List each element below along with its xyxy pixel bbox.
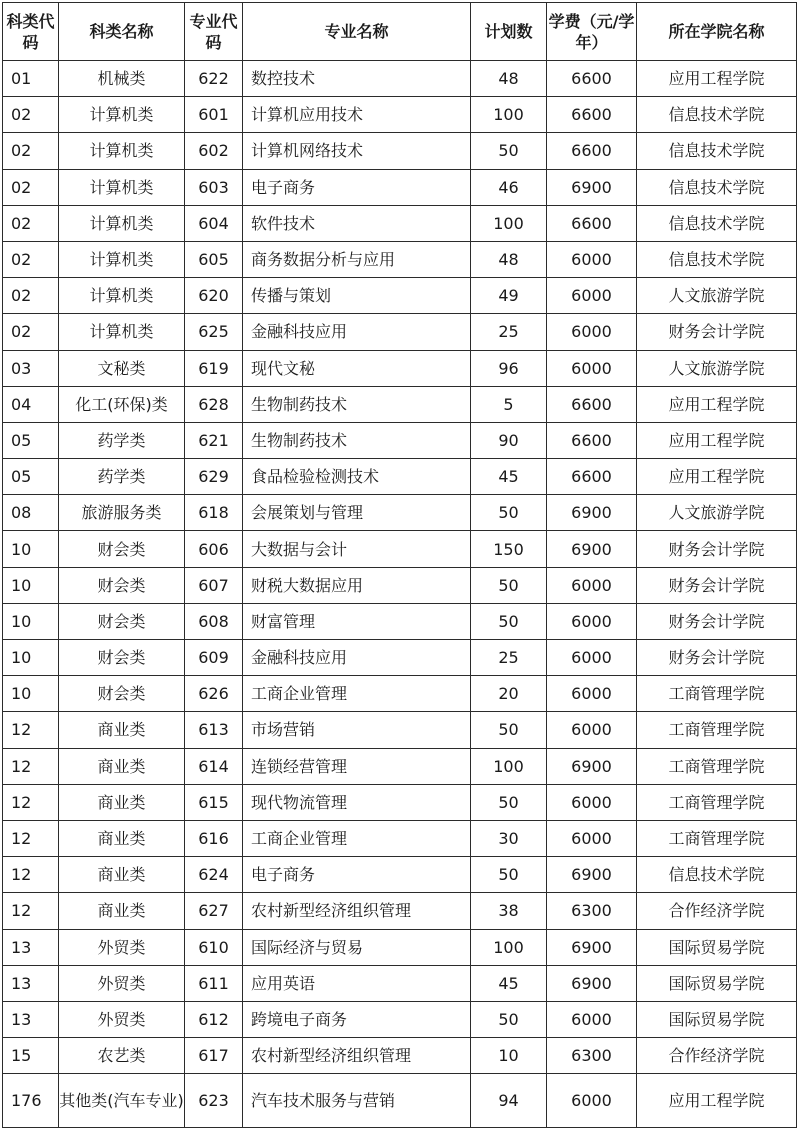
category-name-cell: 商业类 bbox=[59, 820, 185, 856]
category-name-cell: 外贸类 bbox=[59, 965, 185, 1001]
college-cell: 财务会计学院 bbox=[637, 567, 797, 603]
tuition-cell: 6000 bbox=[547, 784, 637, 820]
college-cell: 工商管理学院 bbox=[637, 784, 797, 820]
tuition-cell: 6900 bbox=[547, 748, 637, 784]
tuition-cell: 6300 bbox=[547, 1038, 637, 1074]
category-name-cell: 财会类 bbox=[59, 603, 185, 639]
table-row bbox=[3, 97, 797, 133]
table-row bbox=[3, 567, 797, 603]
plan-count-cell: 25 bbox=[471, 640, 547, 676]
category-name-cell: 财会类 bbox=[59, 531, 185, 567]
college-cell: 财务会计学院 bbox=[637, 603, 797, 639]
category-name-cell: 文秘类 bbox=[59, 350, 185, 386]
tuition-cell: 6600 bbox=[547, 97, 637, 133]
category-code-cell: 12 bbox=[3, 748, 59, 784]
table-row bbox=[3, 531, 797, 567]
tuition-cell: 6900 bbox=[547, 965, 637, 1001]
plan-count-cell: 96 bbox=[471, 350, 547, 386]
category-name-cell: 财会类 bbox=[59, 567, 185, 603]
college-cell: 工商管理学院 bbox=[637, 748, 797, 784]
college-cell: 国际贸易学院 bbox=[637, 965, 797, 1001]
plan-count-cell: 90 bbox=[471, 422, 547, 458]
major-code-cell: 614 bbox=[185, 748, 243, 784]
major-name-cell: 汽车技术服务与营销 bbox=[243, 1074, 471, 1128]
category-code-cell: 12 bbox=[3, 784, 59, 820]
tuition-cell: 6000 bbox=[547, 1001, 637, 1037]
major-name-cell: 金融科技应用 bbox=[243, 314, 471, 350]
tuition-cell: 6600 bbox=[547, 205, 637, 241]
major-name-cell: 财富管理 bbox=[243, 603, 471, 639]
tuition-cell: 6000 bbox=[547, 712, 637, 748]
category-name-cell: 外贸类 bbox=[59, 929, 185, 965]
table-row bbox=[3, 386, 797, 422]
category-code-cell: 15 bbox=[3, 1038, 59, 1074]
category-code-cell: 10 bbox=[3, 603, 59, 639]
category-name-cell: 计算机类 bbox=[59, 205, 185, 241]
category-name-cell: 药学类 bbox=[59, 422, 185, 458]
college-cell: 人文旅游学院 bbox=[637, 278, 797, 314]
major-name-cell: 计算机网络技术 bbox=[243, 133, 471, 169]
plan-count-cell: 50 bbox=[471, 784, 547, 820]
category-name-cell: 计算机类 bbox=[59, 97, 185, 133]
major-name-cell: 大数据与会计 bbox=[243, 531, 471, 567]
category-name-cell: 外贸类 bbox=[59, 1001, 185, 1037]
college-cell: 应用工程学院 bbox=[637, 459, 797, 495]
major-name-cell: 金融科技应用 bbox=[243, 640, 471, 676]
college-cell: 信息技术学院 bbox=[637, 97, 797, 133]
plan-count-cell: 100 bbox=[471, 748, 547, 784]
category-name-cell: 计算机类 bbox=[59, 169, 185, 205]
category-name-cell: 商业类 bbox=[59, 712, 185, 748]
major-code-cell: 625 bbox=[185, 314, 243, 350]
table-row bbox=[3, 820, 797, 856]
table-row bbox=[3, 1001, 797, 1037]
table-row bbox=[3, 893, 797, 929]
category-name-cell: 商业类 bbox=[59, 784, 185, 820]
category-code-cell: 05 bbox=[3, 422, 59, 458]
table-row bbox=[3, 459, 797, 495]
major-code-cell: 629 bbox=[185, 459, 243, 495]
category-code-cell: 10 bbox=[3, 531, 59, 567]
college-cell: 工商管理学院 bbox=[637, 676, 797, 712]
college-cell: 应用工程学院 bbox=[637, 422, 797, 458]
enrollment-plan-table bbox=[2, 2, 797, 1128]
major-code-cell: 620 bbox=[185, 278, 243, 314]
tuition-cell: 6000 bbox=[547, 820, 637, 856]
college-cell: 信息技术学院 bbox=[637, 241, 797, 277]
major-code-cell: 604 bbox=[185, 205, 243, 241]
category-name-cell: 其他类(汽车专业) bbox=[59, 1074, 185, 1128]
college-cell: 工商管理学院 bbox=[637, 712, 797, 748]
major-name-cell: 会展策划与管理 bbox=[243, 495, 471, 531]
major-code-cell: 626 bbox=[185, 676, 243, 712]
college-cell: 财务会计学院 bbox=[637, 314, 797, 350]
category-name-cell: 机械类 bbox=[59, 61, 185, 97]
category-name-cell: 计算机类 bbox=[59, 314, 185, 350]
plan-count-cell: 48 bbox=[471, 241, 547, 277]
major-name-cell: 工商企业管理 bbox=[243, 676, 471, 712]
tuition-cell: 6600 bbox=[547, 386, 637, 422]
table-row bbox=[3, 205, 797, 241]
college-cell: 应用工程学院 bbox=[637, 386, 797, 422]
plan-count-cell: 38 bbox=[471, 893, 547, 929]
major-code-cell: 613 bbox=[185, 712, 243, 748]
category-code-cell: 12 bbox=[3, 857, 59, 893]
tuition-cell: 6900 bbox=[547, 929, 637, 965]
table-row bbox=[3, 640, 797, 676]
plan-count-cell: 25 bbox=[471, 314, 547, 350]
category-name-cell: 计算机类 bbox=[59, 241, 185, 277]
major-name-cell: 电子商务 bbox=[243, 169, 471, 205]
table-row bbox=[3, 603, 797, 639]
header-category-name: 科类名称 bbox=[59, 3, 185, 61]
category-name-cell: 计算机类 bbox=[59, 278, 185, 314]
table-row bbox=[3, 495, 797, 531]
plan-count-cell: 49 bbox=[471, 278, 547, 314]
table-row bbox=[3, 350, 797, 386]
tuition-cell: 6600 bbox=[547, 459, 637, 495]
tuition-cell: 6000 bbox=[547, 350, 637, 386]
major-name-cell: 生物制药技术 bbox=[243, 386, 471, 422]
major-code-cell: 611 bbox=[185, 965, 243, 1001]
plan-count-cell: 50 bbox=[471, 712, 547, 748]
major-code-cell: 624 bbox=[185, 857, 243, 893]
major-name-cell: 数控技术 bbox=[243, 61, 471, 97]
table-row bbox=[3, 1074, 797, 1128]
category-name-cell: 化工(环保)类 bbox=[59, 386, 185, 422]
college-cell: 财务会计学院 bbox=[637, 531, 797, 567]
major-name-cell: 应用英语 bbox=[243, 965, 471, 1001]
table-row bbox=[3, 857, 797, 893]
plan-count-cell: 5 bbox=[471, 386, 547, 422]
header-college: 所在学院名称 bbox=[637, 3, 797, 61]
tuition-cell: 6000 bbox=[547, 603, 637, 639]
tuition-cell: 6000 bbox=[547, 314, 637, 350]
plan-count-cell: 46 bbox=[471, 169, 547, 205]
major-name-cell: 现代文秘 bbox=[243, 350, 471, 386]
plan-count-cell: 50 bbox=[471, 133, 547, 169]
major-name-cell: 电子商务 bbox=[243, 857, 471, 893]
major-code-cell: 619 bbox=[185, 350, 243, 386]
category-code-cell: 13 bbox=[3, 965, 59, 1001]
category-code-cell: 12 bbox=[3, 712, 59, 748]
table-row bbox=[3, 314, 797, 350]
major-name-cell: 生物制药技术 bbox=[243, 422, 471, 458]
college-cell: 信息技术学院 bbox=[637, 169, 797, 205]
plan-count-cell: 100 bbox=[471, 205, 547, 241]
tuition-cell: 6000 bbox=[547, 676, 637, 712]
table-row bbox=[3, 169, 797, 205]
plan-count-cell: 100 bbox=[471, 929, 547, 965]
plan-count-cell: 50 bbox=[471, 495, 547, 531]
table-row bbox=[3, 133, 797, 169]
tuition-cell: 6900 bbox=[547, 495, 637, 531]
college-cell: 合作经济学院 bbox=[637, 893, 797, 929]
plan-count-cell: 150 bbox=[471, 531, 547, 567]
major-name-cell: 现代物流管理 bbox=[243, 784, 471, 820]
category-code-cell: 02 bbox=[3, 169, 59, 205]
major-code-cell: 628 bbox=[185, 386, 243, 422]
plan-count-cell: 50 bbox=[471, 857, 547, 893]
major-name-cell: 财税大数据应用 bbox=[243, 567, 471, 603]
category-code-cell: 12 bbox=[3, 893, 59, 929]
major-code-cell: 627 bbox=[185, 893, 243, 929]
college-cell: 应用工程学院 bbox=[637, 61, 797, 97]
category-code-cell: 02 bbox=[3, 241, 59, 277]
header-plan: 计划数 bbox=[471, 3, 547, 61]
category-code-cell: 02 bbox=[3, 205, 59, 241]
header-major-code: 专业代码 bbox=[185, 3, 243, 61]
tuition-cell: 6600 bbox=[547, 61, 637, 97]
tuition-cell: 6600 bbox=[547, 133, 637, 169]
tuition-cell: 6900 bbox=[547, 169, 637, 205]
category-code-cell: 10 bbox=[3, 567, 59, 603]
category-name-cell: 农艺类 bbox=[59, 1038, 185, 1074]
table-row bbox=[3, 676, 797, 712]
category-code-cell: 05 bbox=[3, 459, 59, 495]
category-code-cell: 01 bbox=[3, 61, 59, 97]
tuition-cell: 6000 bbox=[547, 640, 637, 676]
major-code-cell: 607 bbox=[185, 567, 243, 603]
major-name-cell: 农村新型经济组织管理 bbox=[243, 1038, 471, 1074]
category-name-cell: 财会类 bbox=[59, 640, 185, 676]
table-row bbox=[3, 965, 797, 1001]
college-cell: 财务会计学院 bbox=[637, 640, 797, 676]
plan-count-cell: 45 bbox=[471, 965, 547, 1001]
tuition-cell: 6000 bbox=[547, 567, 637, 603]
header-tuition: 学费（元/学年） bbox=[547, 3, 637, 61]
major-name-cell: 跨境电子商务 bbox=[243, 1001, 471, 1037]
college-cell: 信息技术学院 bbox=[637, 133, 797, 169]
major-code-cell: 623 bbox=[185, 1074, 243, 1128]
major-code-cell: 615 bbox=[185, 784, 243, 820]
major-name-cell: 传播与策划 bbox=[243, 278, 471, 314]
category-code-cell: 13 bbox=[3, 1001, 59, 1037]
plan-count-cell: 10 bbox=[471, 1038, 547, 1074]
category-code-cell: 12 bbox=[3, 820, 59, 856]
major-code-cell: 606 bbox=[185, 531, 243, 567]
major-code-cell: 610 bbox=[185, 929, 243, 965]
category-code-cell: 02 bbox=[3, 97, 59, 133]
plan-count-cell: 48 bbox=[471, 61, 547, 97]
major-name-cell: 软件技术 bbox=[243, 205, 471, 241]
major-name-cell: 食品检验检测技术 bbox=[243, 459, 471, 495]
category-name-cell: 计算机类 bbox=[59, 133, 185, 169]
category-name-cell: 药学类 bbox=[59, 459, 185, 495]
major-code-cell: 605 bbox=[185, 241, 243, 277]
table-row bbox=[3, 278, 797, 314]
category-code-cell: 02 bbox=[3, 133, 59, 169]
major-name-cell: 国际经济与贸易 bbox=[243, 929, 471, 965]
major-name-cell: 农村新型经济组织管理 bbox=[243, 893, 471, 929]
category-name-cell: 旅游服务类 bbox=[59, 495, 185, 531]
tuition-cell: 6900 bbox=[547, 857, 637, 893]
category-code-cell: 13 bbox=[3, 929, 59, 965]
plan-count-cell: 45 bbox=[471, 459, 547, 495]
college-cell: 信息技术学院 bbox=[637, 205, 797, 241]
tuition-cell: 6900 bbox=[547, 531, 637, 567]
plan-count-cell: 94 bbox=[471, 1074, 547, 1128]
header-category-code: 科类代码 bbox=[3, 3, 59, 61]
category-name-cell: 商业类 bbox=[59, 857, 185, 893]
category-code-cell: 10 bbox=[3, 640, 59, 676]
major-code-cell: 617 bbox=[185, 1038, 243, 1074]
plan-count-cell: 100 bbox=[471, 97, 547, 133]
plan-count-cell: 20 bbox=[471, 676, 547, 712]
table-row bbox=[3, 784, 797, 820]
major-name-cell: 商务数据分析与应用 bbox=[243, 241, 471, 277]
category-code-cell: 08 bbox=[3, 495, 59, 531]
college-cell: 信息技术学院 bbox=[637, 857, 797, 893]
major-code-cell: 621 bbox=[185, 422, 243, 458]
table-row bbox=[3, 748, 797, 784]
tuition-cell: 6000 bbox=[547, 241, 637, 277]
major-name-cell: 计算机应用技术 bbox=[243, 97, 471, 133]
major-code-cell: 601 bbox=[185, 97, 243, 133]
tuition-cell: 6300 bbox=[547, 893, 637, 929]
table-row bbox=[3, 241, 797, 277]
major-name-cell: 工商企业管理 bbox=[243, 820, 471, 856]
major-code-cell: 609 bbox=[185, 640, 243, 676]
category-name-cell: 商业类 bbox=[59, 893, 185, 929]
table-row bbox=[3, 1038, 797, 1074]
major-code-cell: 608 bbox=[185, 603, 243, 639]
category-code-cell: 02 bbox=[3, 278, 59, 314]
table-row bbox=[3, 61, 797, 97]
category-code-cell: 02 bbox=[3, 314, 59, 350]
major-code-cell: 602 bbox=[185, 133, 243, 169]
college-cell: 国际贸易学院 bbox=[637, 929, 797, 965]
header-major-name: 专业名称 bbox=[243, 3, 471, 61]
major-name-cell: 市场营销 bbox=[243, 712, 471, 748]
category-code-cell: 03 bbox=[3, 350, 59, 386]
tuition-cell: 6000 bbox=[547, 278, 637, 314]
plan-count-cell: 50 bbox=[471, 1001, 547, 1037]
college-cell: 合作经济学院 bbox=[637, 1038, 797, 1074]
category-name-cell: 商业类 bbox=[59, 748, 185, 784]
plan-count-cell: 50 bbox=[471, 603, 547, 639]
plan-count-cell: 50 bbox=[471, 567, 547, 603]
college-cell: 应用工程学院 bbox=[637, 1074, 797, 1128]
tuition-cell: 6600 bbox=[547, 422, 637, 458]
major-code-cell: 612 bbox=[185, 1001, 243, 1037]
category-name-cell: 财会类 bbox=[59, 676, 185, 712]
table-row bbox=[3, 712, 797, 748]
table-row bbox=[3, 422, 797, 458]
college-cell: 人文旅游学院 bbox=[637, 495, 797, 531]
major-code-cell: 603 bbox=[185, 169, 243, 205]
table-body bbox=[3, 61, 797, 1128]
major-code-cell: 616 bbox=[185, 820, 243, 856]
plan-count-cell: 30 bbox=[471, 820, 547, 856]
category-code-cell: 04 bbox=[3, 386, 59, 422]
major-code-cell: 618 bbox=[185, 495, 243, 531]
college-cell: 国际贸易学院 bbox=[637, 1001, 797, 1037]
college-cell: 工商管理学院 bbox=[637, 820, 797, 856]
table-header-row bbox=[3, 3, 797, 61]
category-code-cell: 10 bbox=[3, 676, 59, 712]
table-row bbox=[3, 929, 797, 965]
college-cell: 人文旅游学院 bbox=[637, 350, 797, 386]
category-code-cell: 176 bbox=[3, 1074, 59, 1128]
major-name-cell: 连锁经营管理 bbox=[243, 748, 471, 784]
major-code-cell: 622 bbox=[185, 61, 243, 97]
tuition-cell: 6000 bbox=[547, 1074, 637, 1128]
